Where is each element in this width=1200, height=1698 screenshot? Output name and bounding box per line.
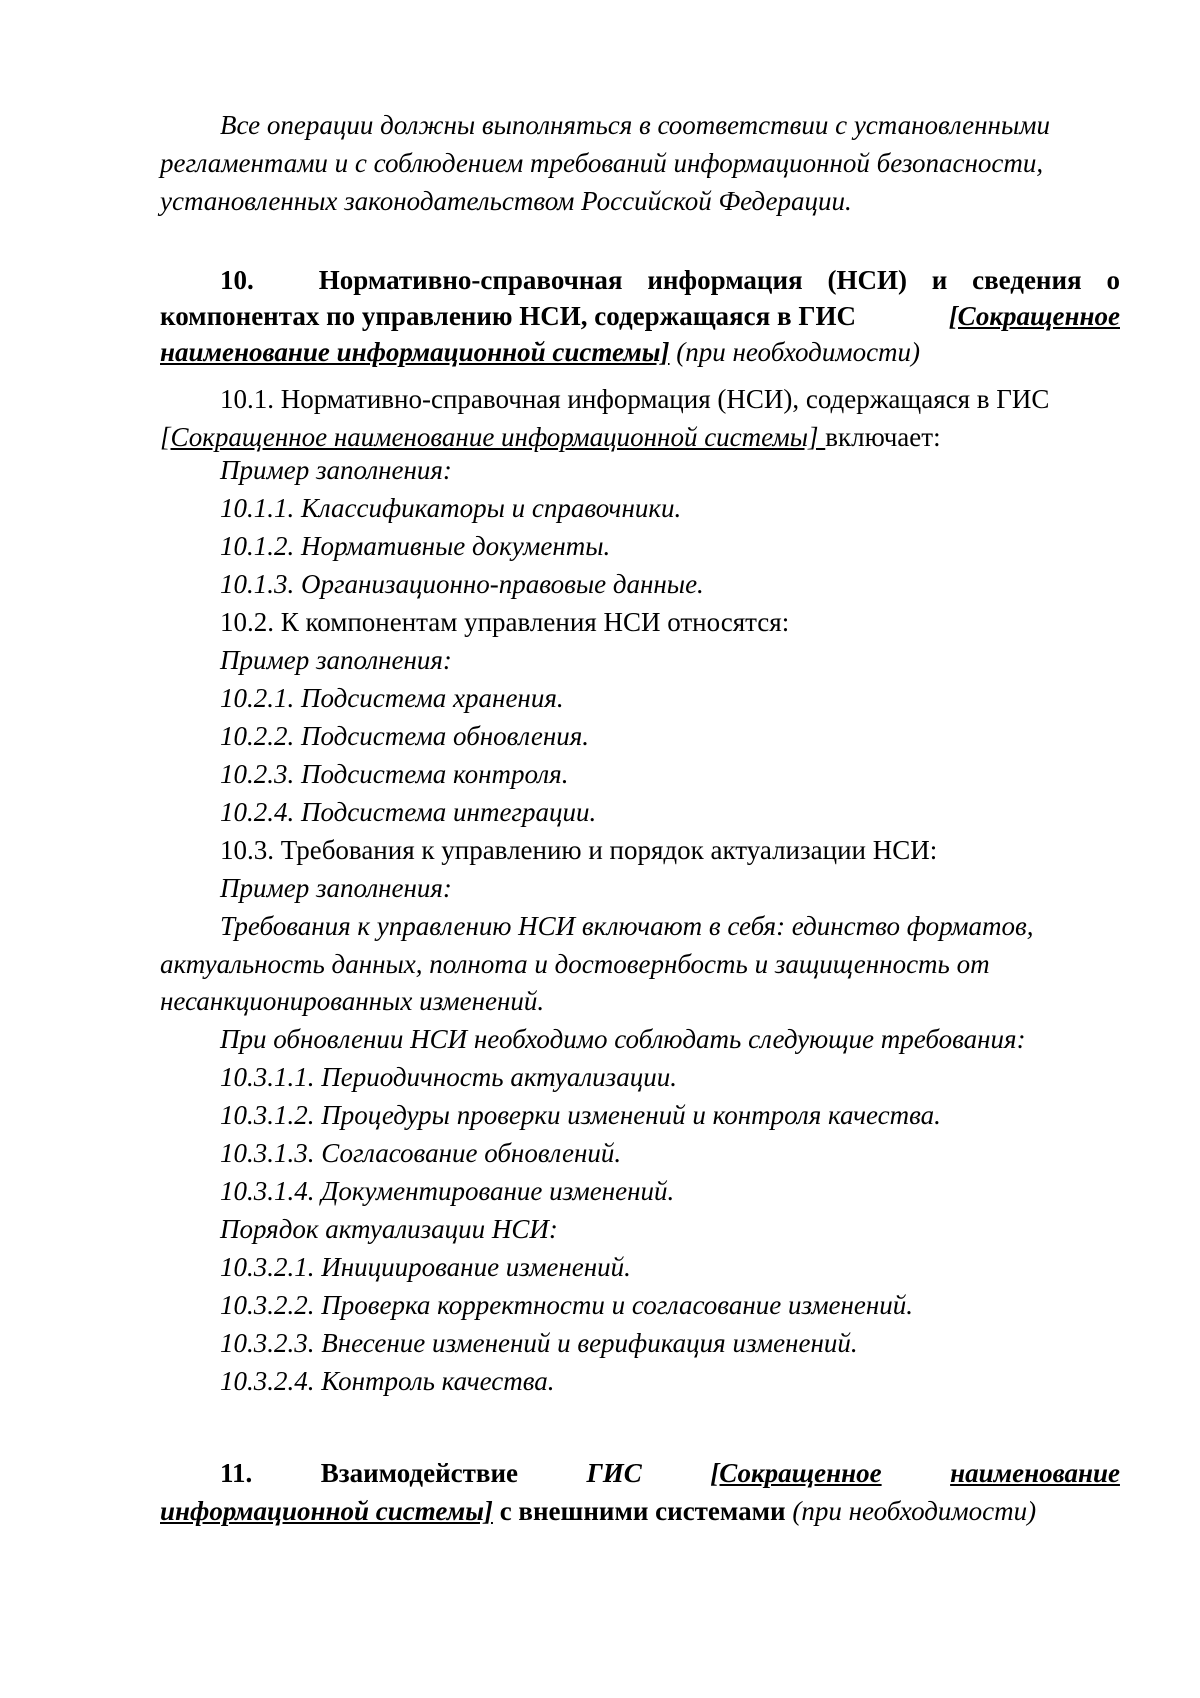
requirements-line-1: Требования к управлению НСИ включают в себя: единство форматов,: [220, 911, 1034, 941]
paragraph-10-1-line-1: 10.1. Нормативно-справочная информация (НСИ), содержащаяся в ГИС: [220, 384, 1050, 414]
list-item: 10.3.2.3. Внесение изменений и верификация изменений.: [220, 1327, 858, 1358]
list-item: 10.3.1.4. Документирование изменений.: [220, 1175, 675, 1206]
list-item: 10.3.1.1. Периодичность актуализации.: [220, 1061, 677, 1092]
intro-paragraph: [160, 106, 1120, 220]
section-10-title-word: о: [1106, 265, 1120, 295]
system-name-link[interactable]: наименование: [950, 1458, 1120, 1488]
list-item: 10.1.2. Нормативные документы.: [220, 531, 611, 561]
section-10-heading-line-3: [160, 334, 1120, 370]
order-label: Порядок актуализации НСИ:: [220, 1213, 558, 1244]
paragraph-10-2: 10.2. К компонентам управления НСИ относятся:: [220, 607, 790, 637]
requirements-line-3: несанкционированных изменений.: [160, 986, 545, 1016]
section-10-title-word: Нормативно-справочная: [318, 265, 623, 295]
list-item: 10.2.3. Подсистема контроля.: [220, 759, 569, 789]
intro-line-1: Все операции должны выполняться в соответствии с установленными: [220, 110, 1050, 140]
section-10-title-word: сведения: [972, 265, 1082, 295]
paragraph-10-3: 10.3. Требования к управлению и порядок актуализации НСИ:: [220, 835, 938, 865]
list-item: 10.2.2. Подсистема обновления.: [220, 721, 590, 751]
requirements-line-2: актуальность данных, полнота и достовернбость и защищенность от: [160, 948, 990, 979]
section-10-title-word: информация: [647, 265, 803, 295]
list-item: 10.3.1.2. Процедуры проверки изменений и контроля качества.: [220, 1099, 941, 1130]
section-10-number: 10.: [220, 265, 254, 295]
section-10-body: [160, 452, 1120, 1401]
example-label: Пример заполнения:: [220, 873, 452, 903]
system-name-link[interactable]: [Сокращенное: [948, 301, 1120, 331]
system-name-link[interactable]: [Сокращенное: [710, 1458, 882, 1488]
optional-note: (при необходимости): [792, 1496, 1037, 1526]
list-item: 10.2.4. Подсистема интеграции.: [220, 797, 597, 827]
section-11-number: 11.: [220, 1458, 253, 1488]
update-requirements-label: При обновлении НСИ необходимо соблюдать следующие требования:: [220, 1023, 1026, 1054]
system-name-link[interactable]: наименование информационной системы]: [160, 337, 670, 367]
section-11-heading-line-1: [160, 1454, 1120, 1492]
section-10-heading-line-2: [160, 298, 1120, 334]
list-item: 10.3.2.1. Инициирование изменений.: [220, 1251, 631, 1282]
paragraph-10-1-line-2: [160, 418, 1120, 456]
list-item: 10.2.1. Подсистема хранения.: [220, 683, 564, 713]
optional-note: (при необходимости): [669, 337, 921, 367]
paragraph-10-1: [160, 380, 1120, 456]
list-item: 10.1.1. Классификаторы и справочники.: [220, 493, 682, 523]
section-11-title-word: Взаимодействие: [320, 1458, 518, 1488]
list-item: 10.3.1.3. Согласование обновлений.: [220, 1137, 622, 1168]
section-10-title-word: и: [931, 265, 948, 295]
section-10-title-word: (НСИ): [827, 265, 907, 295]
requirements-paragraph: [160, 908, 1120, 1021]
section-10-heading-line-1: [160, 262, 1120, 298]
section-11-heading-text: с внешними системами: [492, 1496, 793, 1526]
section-11-title-word: ГИС: [586, 1458, 642, 1488]
section-11-heading: [160, 1454, 1120, 1530]
section-10-heading-text: компонентах по управлению НСИ, содержащаяся в ГИС: [160, 301, 857, 331]
intro-line-2: регламентами и с соблюдением требований информационной безопасности,: [160, 148, 1044, 178]
system-name-placeholder[interactable]: [Сокращенное наименование информационной системы]: [160, 422, 826, 452]
section-11-heading-line-2: [160, 1492, 1120, 1530]
list-item: 10.3.2.4. Контроль качества.: [220, 1365, 555, 1396]
example-label: Пример заполнения:: [220, 645, 452, 675]
section-10-heading: [160, 262, 1120, 370]
paragraph-10-1-tail: включает:: [825, 422, 941, 452]
intro-line-3: установленных законодательством Российской Федерации.: [160, 186, 852, 216]
example-label: Пример заполнения:: [220, 455, 452, 485]
system-name-link[interactable]: информационной системы]: [160, 1496, 493, 1526]
list-item: 10.3.2.2. Проверка корректности и согласование изменений.: [220, 1289, 914, 1320]
list-item: 10.1.3. Организационно-правовые данные.: [220, 569, 704, 599]
